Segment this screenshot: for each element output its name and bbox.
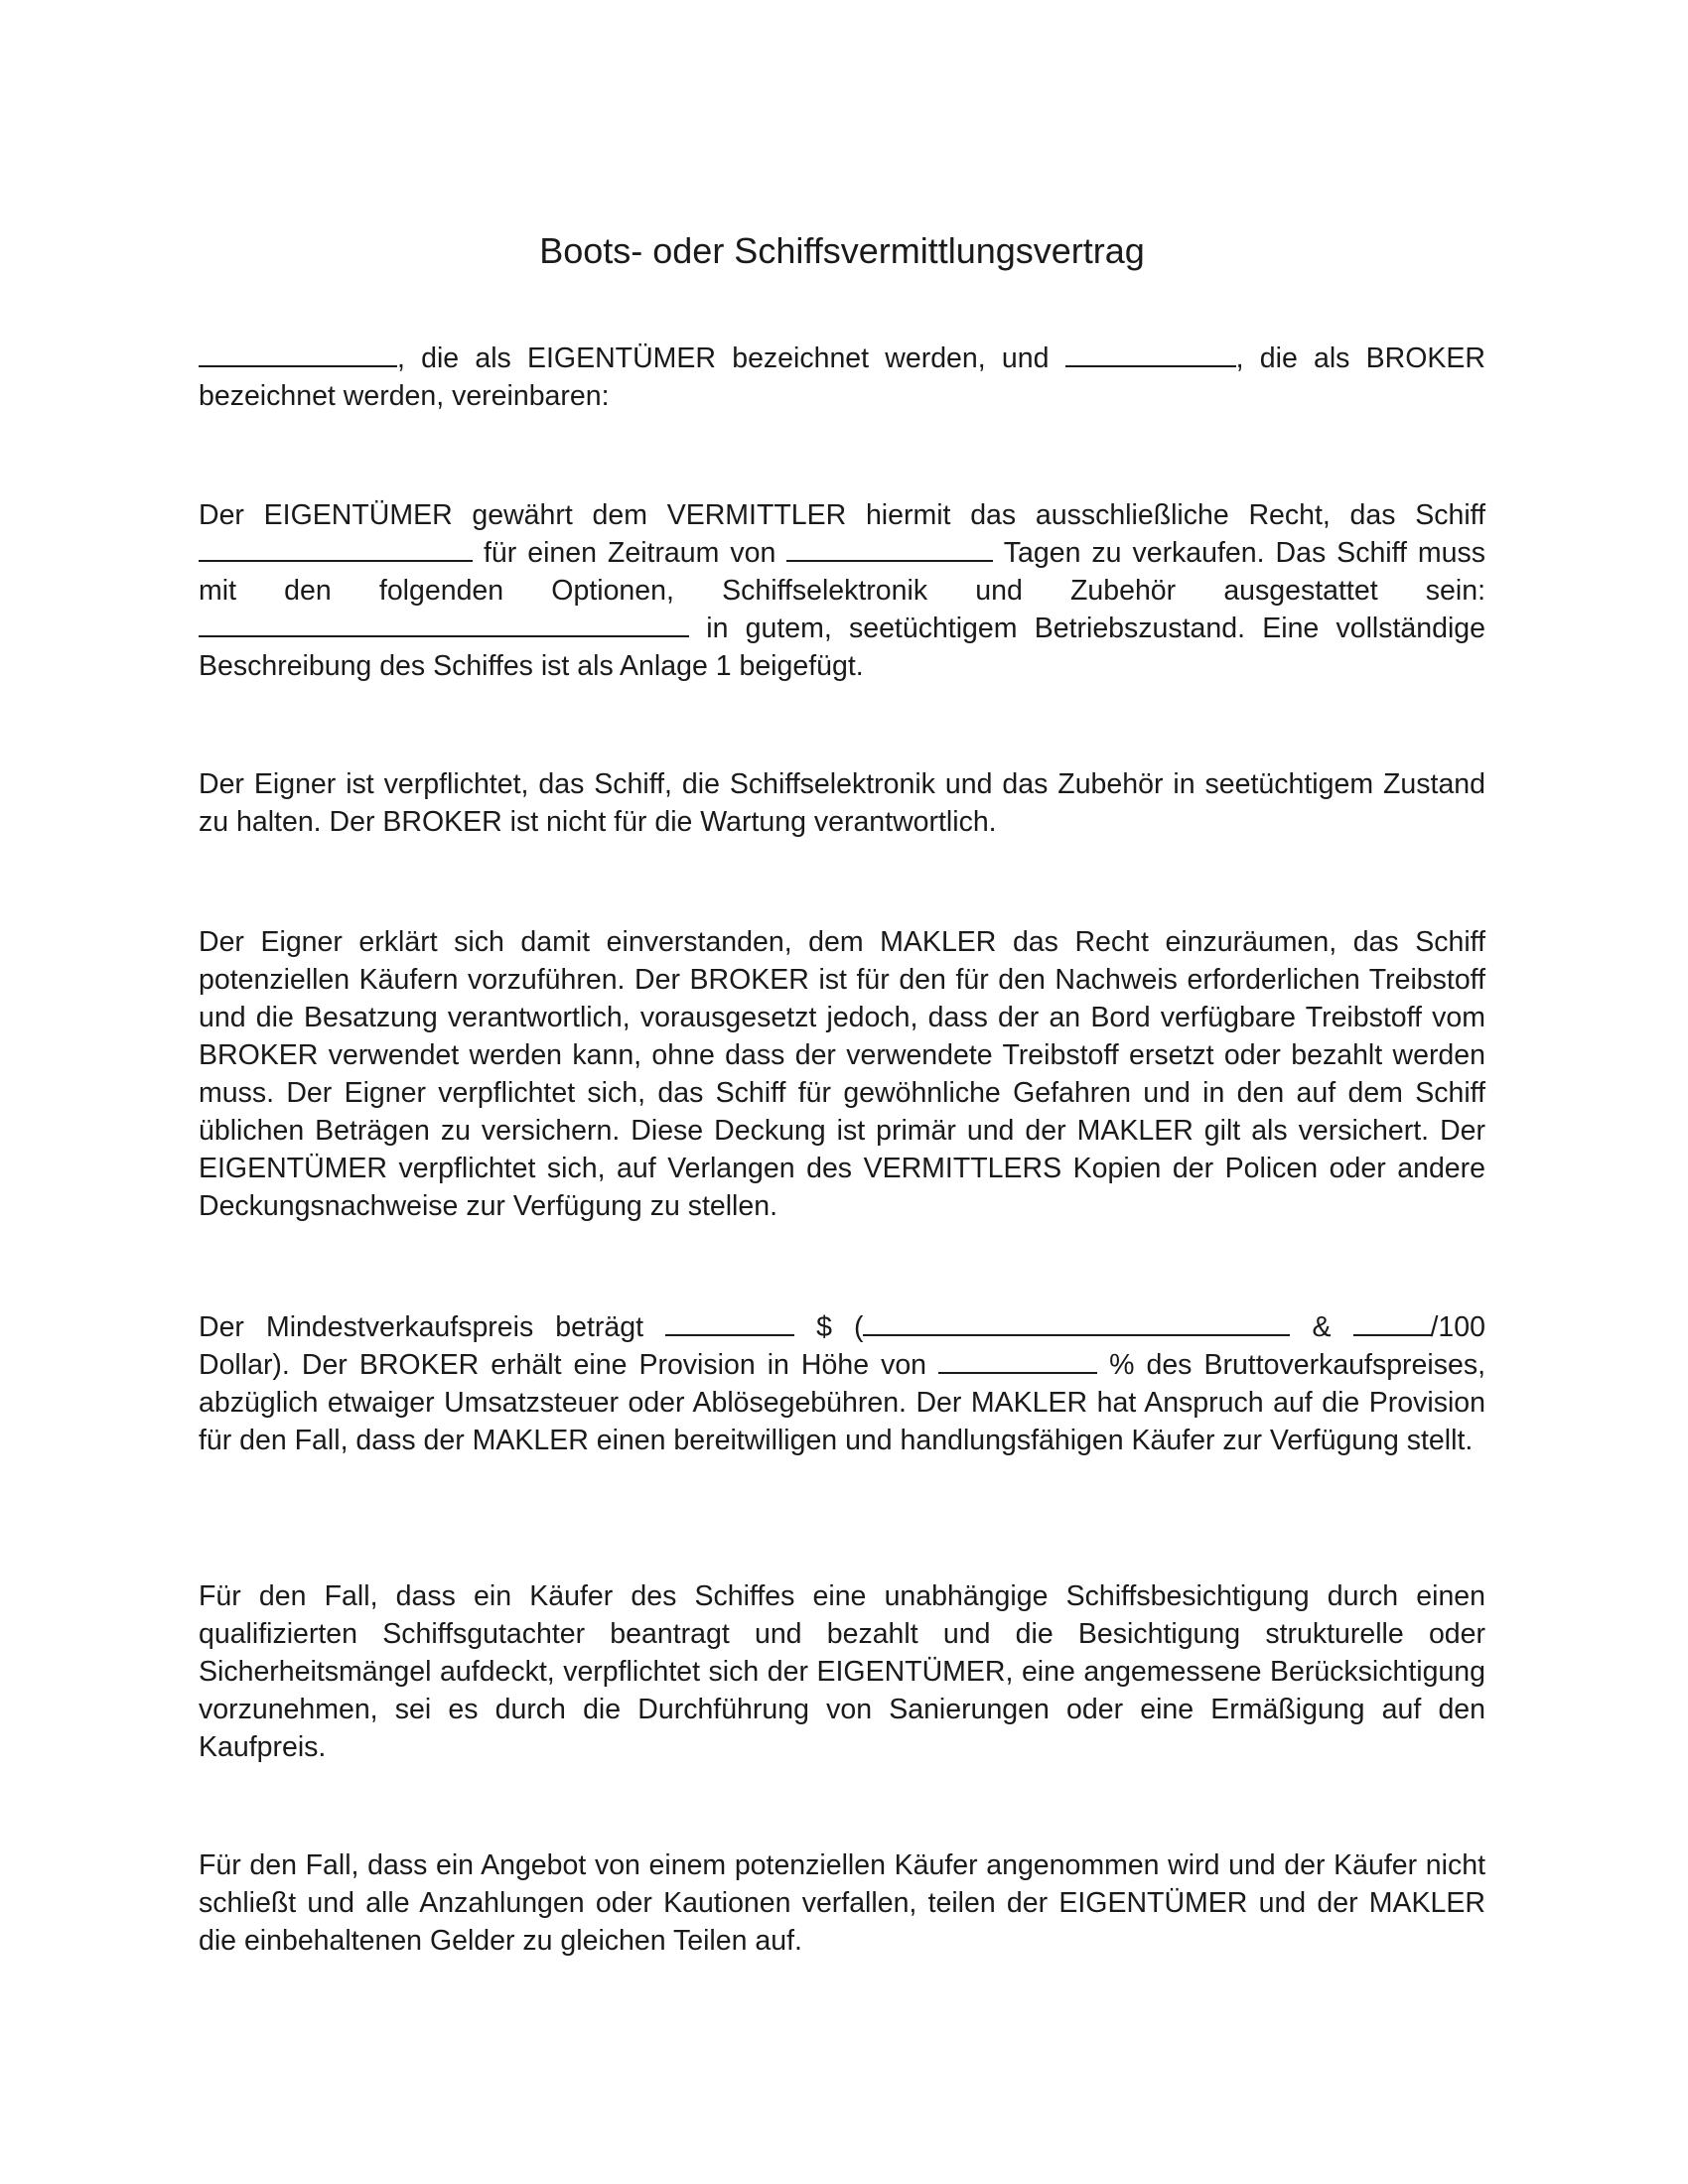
vessel-blank[interactable] [199,536,473,562]
owner-name-blank[interactable] [199,341,397,367]
document-title: Boots- oder Schiffsvermittlungsvertrag [539,230,1145,271]
parties-text-1: , die als EIGENTÜMER bezeichnet werden, und [397,342,1050,374]
paragraph-survey: Für den Fall, dass ein Käufer des Schiffes eine unabhängige Schiffsbesichtigung durch einen qualifizierten Schiffsgutachter beantragt und bezahlt und die Besichtigung strukturelle oder Sicherheitsmängel aufdeckt, verpflichtet sich der EIGENTÜMER, eine angemessene Berücksichtigung vorzunehmen, sei es durch die Durchführung von Sanierungen oder eine Ermäßigung auf den Kaufpreis. [199,1580,1485,1763]
paragraph-demonstration-insurance: Der Eigner erklärt sich damit einverstanden, dem MAKLER das Recht einzuräumen, das Schiff potenziellen Käufern vorzuführen. Der BROKER ist für den für den Nachweis erforderlichen Treibstoff und die Besatzung verantwortlich, vorausgesetzt jedoch, dass der an Bord verfügbare Treibstoff vom BROKER verwendet werden kann, ohne dass der verwendete Treibstoff ersetzt oder bezahlt werden muss. Der Eigner verpflichtet sich, das Schiff für gewöhnliche Gefahren und in den auf dem Schiff üblichen Beträgen zu versichern. Diese Deckung ist primär und der MAKLER gilt als versichert. Der EIGENTÜMER verpflichtet sich, auf Verlangen des VERMITTLERS Kopien der Policen oder andere Deckungsnachweise zur Verfügung zu stellen. [199,926,1485,1222]
price-text-1: Der Mindestverkaufspreis beträgt [199,1311,643,1343]
paragraph-price-commission [199,1308,1485,1459]
days-blank[interactable] [786,536,993,562]
parties-text-2: , die als BROKER bezeichnet werden, vereinbaren: [199,342,1486,412]
exclusive-right-text-2: für einen Zeitraum von [483,537,776,569]
commission-percent-blank[interactable] [938,1348,1097,1374]
paragraph-exclusive-right [199,496,1485,685]
min-price-blank[interactable] [665,1310,794,1336]
document-page [199,0,1485,2184]
exclusive-right-text-3: Tagen zu verkaufen. Das Schiff muss mit den folgenden Optionen, Schiffselektronik und Zubehör ausgestattet sein: [199,537,1486,607]
paragraph-maintenance: Der Eigner ist verpflichtet, das Schiff, die Schiffselektronik und das Zubehör in seetüchtigem Zustand zu halten. Der BROKER ist nicht für die Wartung verantwortlich. [199,768,1485,838]
exclusive-right-text-4: in gutem, seetüchtigem Betriebszustand. Eine vollständige Beschreibung des Schiffes ist als Anlage 1 beigefügt. [199,613,1486,682]
broker-name-blank[interactable] [1065,341,1236,367]
price-text-5: % des Bruttoverkaufspreises, abzüglich etwaiger Umsatzsteuer oder Ablösegebühren. Der MAKLER hat Anspruch auf die Provision für den Fall, dass der MAKLER einen bereitwilligen und handlungsfähigen Käufer zur Verfügung stellt. [199,1349,1485,1456]
exclusive-right-text-1: Der EIGENTÜMER gewährt dem VERMITTLER hiermit das ausschließliche Recht, das Schiff [199,499,1485,531]
equipment-blank[interactable] [199,612,689,637]
price-text-4: /100 Dollar). Der BROKER erhält eine Provision in Höhe von [199,1311,1485,1381]
paragraph-deposits: Für den Fall, dass ein Angebot von einem potenziellen Käufer angenommen wird und der Käufer nicht schließt und alle Anzahlungen oder Kautionen verfallen, teilen der EIGENTÜMER und der MAKLER die einbehaltenen Gelder zu gleichen Teilen auf. [199,1849,1485,1957]
cents-blank[interactable] [1353,1310,1431,1336]
price-text-2: $ ( [816,1311,864,1343]
price-text-3: & [1312,1311,1332,1343]
price-in-words-blank[interactable] [863,1310,1290,1336]
paragraph-parties [199,340,1485,415]
